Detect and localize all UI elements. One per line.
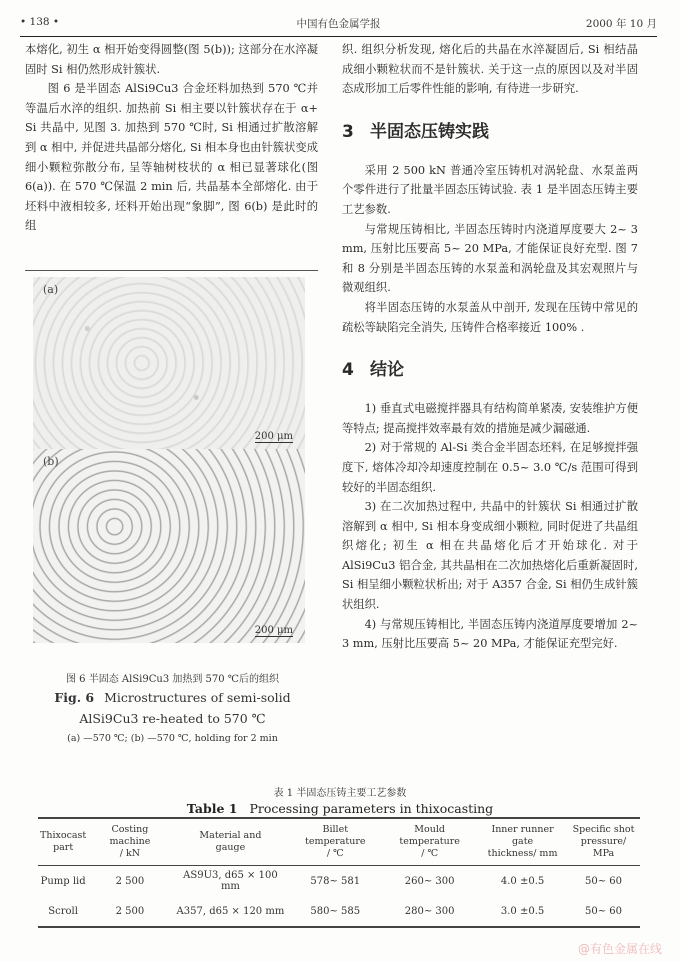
figure-top-rule xyxy=(25,270,318,271)
panel-label-b: (b) xyxy=(43,455,59,468)
figure-label: Fig. 6 xyxy=(54,690,95,705)
table-row xyxy=(38,866,640,897)
table-row xyxy=(38,896,640,927)
section-title: 半固态压铸实践 xyxy=(370,121,489,142)
table-cell: Pump lid xyxy=(40,875,86,887)
figure-caption-cn: 图 6 半固态 AlSi9Cu3 加热到 570 ℃后的组织 xyxy=(66,674,279,685)
table-cell: A357, d65 × 120 mm xyxy=(172,896,290,927)
header-line: Specific shot xyxy=(572,824,635,835)
table-cell: 3.0 ±0.5 xyxy=(478,896,567,927)
column-header xyxy=(38,818,88,866)
table-label: Table 1 xyxy=(186,801,238,816)
table-cell: 578~ 581 xyxy=(310,875,361,887)
table-cell: 280~ 300 xyxy=(381,896,478,927)
figure-caption-line1: Microstructures of semi-solid xyxy=(104,690,291,705)
micrograph-figure xyxy=(33,277,305,643)
header-line: Mould temperature xyxy=(399,824,460,847)
table-cell: 580~ 585 xyxy=(289,896,381,927)
section-title: 结论 xyxy=(370,360,404,381)
header-line: pressure/ MPa xyxy=(580,836,627,859)
table-caption-en xyxy=(0,801,680,816)
header-line: gauge xyxy=(215,842,246,853)
parameters-table xyxy=(38,817,640,928)
table-cell: 50~ 60 xyxy=(585,875,623,887)
header-line: / kN xyxy=(119,848,141,859)
scale-bar-a: 200 μm xyxy=(254,431,293,442)
micrograph-panel-a xyxy=(33,277,305,449)
header-line: Material and xyxy=(199,830,262,841)
header-line: / ℃ xyxy=(421,848,439,859)
header-line: / ℃ xyxy=(326,848,344,859)
issue-date: 2000 年 10 月 xyxy=(585,18,657,30)
section-heading xyxy=(342,359,638,381)
figure-caption-note: (a) —570 ℃; (b) —570 ℃, holding for 2 min xyxy=(67,733,278,744)
header-line: Inner runner gate xyxy=(491,824,554,847)
journal-title: 中国有色金属学报 xyxy=(296,18,381,30)
column-header xyxy=(567,818,640,866)
figure-caption-line2: AlSi9Cu3 re-heated to 570 ℃ xyxy=(79,711,266,726)
panel-label-a: (a) xyxy=(43,283,59,296)
paragraph: 与常规压铸相比, 半固态压铸时内浇道厚度要大 2~ 3 mm, 压射比压要高 5~ 20 MPa, 才能保证良好充型. 图 7 和 8 分别是半固态压铸的水泵盖和涡轮盘及其宏观照片与微观组织. xyxy=(342,222,638,295)
header-line: Billet temperature xyxy=(305,824,366,847)
figure-caption-en xyxy=(20,690,325,705)
header-rule xyxy=(20,36,657,37)
paragraph: 本熔化, 初生 α 相开始变得圆整(图 5(b)); 这部分在水淬凝固时 Si 相仍然形成针簇状. xyxy=(25,43,318,76)
column-header xyxy=(381,818,478,866)
paragraph: 2) 对于常规的 Al-Si 类合金半固态坯料, 在足够搅拌强度下, 熔体冷却冷却速度控制在 0.5~ 3.0 ℃/s 范围可得到较好的半固态组织. xyxy=(342,441,638,494)
table-caption-cn: 表 1 半固态压铸主要工艺参数 xyxy=(273,788,407,799)
scale-bar-b: 200 μm xyxy=(254,625,293,636)
paragraph: 3) 在二次加热过程中, 共晶中的针簇状 Si 相通过扩散溶解到 α 相中, Si 相本身变成细小颗粒, 同时促进了共晶组织熔化; 初生 α 相在共晶熔化后才开始球化. 对于 AlSi9Cu3 铝合金, 其共晶相在二次加热熔化后重新凝固时, Si 相呈细小颗粒状析出; 对于 A357 合金, Si 相仍生成针簇状组织. xyxy=(342,500,639,612)
section-number: 4 xyxy=(342,360,354,381)
paragraph: 4) 与常规压铸相比, 半固态压铸内浇道厚度要增加 2~ 3 mm, 压射比压要高 5~ 20 MPa, 才能保证充型完好. xyxy=(342,617,638,651)
column-header xyxy=(478,818,567,866)
table-cell: 260~ 300 xyxy=(404,875,455,887)
right-column-text xyxy=(342,40,638,654)
column-header xyxy=(289,818,381,866)
left-column-text xyxy=(25,40,318,236)
page-number: • 138 • xyxy=(20,16,60,28)
section-heading xyxy=(342,121,638,143)
column-header xyxy=(172,818,290,866)
paragraph: 织. 组织分析发现, 熔化后的共晶在水淬凝固后, Si 相结晶成细小颗粒状而不是针簇状. 关于这一点的原因以及对半固态成形加工后零件性能的影响, 有待进一步研究. xyxy=(342,43,638,96)
table-cell: 50~ 60 xyxy=(567,896,640,927)
header-line: thickness/ mm xyxy=(487,848,558,859)
watermark: @有色金属在线 xyxy=(577,942,662,956)
column-header xyxy=(88,818,171,866)
table-cell: AS9U3, d65 × 100 mm xyxy=(183,870,278,892)
table-cell: Scroll xyxy=(38,896,88,927)
table-title: Processing parameters in thixocasting xyxy=(249,801,494,816)
paragraph: 1) 垂直式电磁搅拌器具有结构简单紧凑, 安装维护方便等特点; 提高搅拌效率最有效的措施是减少漏磁通. xyxy=(342,402,638,435)
section-number: 3 xyxy=(342,121,354,142)
table-cell: 2 500 xyxy=(88,896,171,927)
table-header-row xyxy=(38,818,640,866)
page-header xyxy=(20,14,657,32)
paragraph: 将半固态压铸的水泵盖从中剖开, 发现在压铸中常见的疏松等缺陷完全消失, 压铸件合格率接近 100% . xyxy=(342,300,638,334)
table-cell: 4.0 ±0.5 xyxy=(500,875,545,887)
header-line: Thixocast xyxy=(40,830,87,841)
micrograph-panel-b xyxy=(33,449,305,643)
header-line: Costing machine xyxy=(109,824,151,847)
header-line: part xyxy=(53,842,74,853)
table-cell: 2 500 xyxy=(115,875,145,887)
paragraph: 图 6 是半固态 AlSi9Cu3 合金坯料加热到 570 ℃并等温后水淬的组织. 加热前 Si 相主要以针簇状存在于 α+ Si 共晶中, 见图 3. 加热到 570 ℃时, Si 相通过扩散溶解到 α 相中, 并促进共晶部分熔化, Si 相本身也由针簇状变成细小颗粒弥散分布, 呈等轴树枝状的 α 相已显著球化(图 6(a)). 在 570 ℃保温 2 min 后, 共晶基本全部熔化. 由于坯料中液相较多, 坯料开始出现“象脚”, 图 6(b) 是此时的组 xyxy=(25,82,318,233)
paragraph: 采用 2 500 kN 普通冷室压铸机对涡轮盘、水泵盖两个零件进行了批量半固态压铸试验. 表 1 是半固态压铸主要工艺参数. xyxy=(342,163,638,216)
